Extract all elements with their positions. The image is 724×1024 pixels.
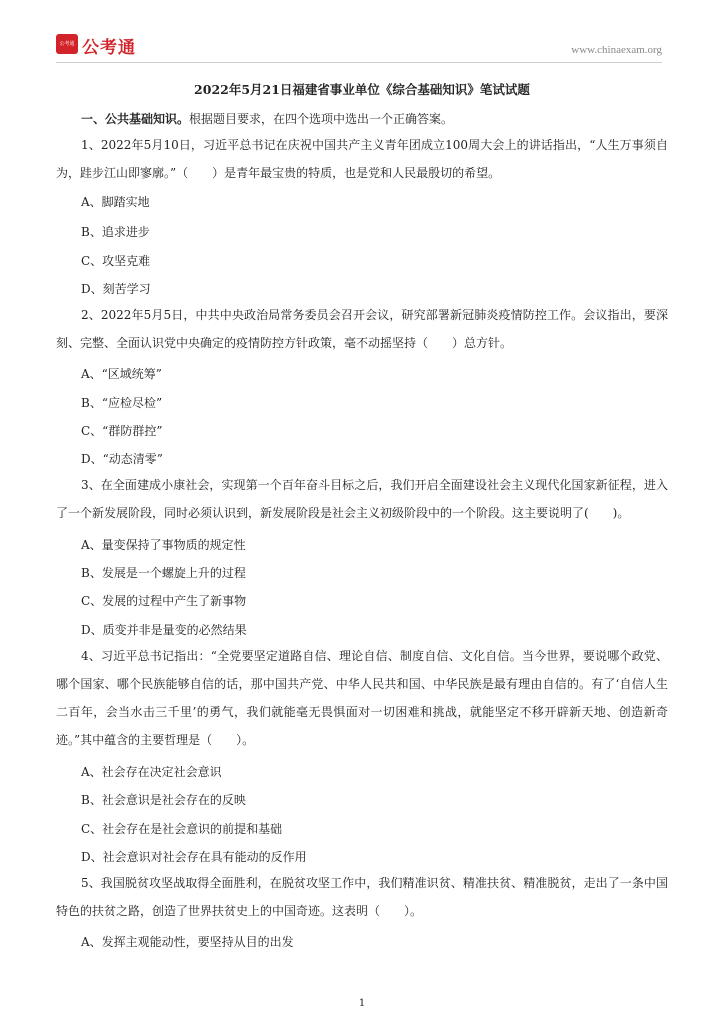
option: A、“区域统筹”: [81, 367, 162, 381]
option: A、发挥主观能动性，要坚持从目的出发: [81, 935, 294, 949]
option: C、发展的过程中产生了新事物: [81, 594, 247, 608]
site-url[interactable]: www.chinaexam.org: [571, 44, 662, 56]
section-heading: [81, 110, 453, 127]
question-stem: 2、2022年5月5日，中共中央政治局常务委员会召开会议，研究部署新冠肺炎疫情防控工作。会议指出，要深刻、完整、全面认识党中央确定的疫情防控方针政策，毫不动摇坚持（ ）总方针。: [56, 308, 668, 350]
option: D、刻苦学习: [81, 282, 151, 296]
question-stem: 3、在全面建成小康社会，实现第一个百年奋斗目标之后，我们开启全面建设社会主义现代化国家新征程，进入了一个新发展阶段，同时必须认识到，新发展阶段是社会主义初级阶段中的一个阶段。这主要说明了( )。: [56, 478, 668, 520]
page-number: 1: [358, 998, 366, 1009]
question-stem: 5、我国脱贫攻坚战取得全面胜利，在脱贫攻坚工作中，我们精准识贫、精准扶贫、精准脱贫，走出了一条中国特色的扶贫之路，创造了世界扶贫史上的中国奇迹。这表明（ ）。: [56, 876, 668, 918]
question-stem: 4、习近平总书记指出：“全党要坚定道路自信、理论自信、制度自信、文化自信。当今世界，要说哪个政党、哪个国家、哪个民族能够自信的话，那中国共产党、中华人民共和国、中华民族是最有理由自信的。有了‘自信人生二百年，会当水击三千里’的勇气，我们就能毫无畏惧面对一切困难和挑战，就能坚定不移开辟新天地、创造新奇迹。”其中蕴含的主要哲理是（ ）。: [56, 649, 668, 747]
logo-text: 公考通: [82, 38, 136, 58]
option: C、社会存在是社会意识的前提和基础: [81, 822, 283, 836]
option: D、质变并非是量变的必然结果: [81, 623, 247, 637]
option: A、量变保持了事物质的规定性: [81, 538, 246, 552]
section-instruction: 根据题目要求，在四个选项中选出一个正确答案。: [189, 112, 454, 126]
document-title: 2022年5月21日福建省事业单位《综合基础知识》笔试试题: [194, 82, 530, 97]
option: D、“动态清零”: [81, 452, 163, 466]
section-title: 一、公共基础知识。: [81, 112, 190, 126]
header-divider: [56, 62, 662, 63]
option: C、“群防群控”: [81, 424, 163, 438]
option: B、社会意识是社会存在的反映: [81, 793, 246, 807]
logo-icon: 公考通: [56, 34, 78, 54]
option: D、社会意识对社会存在具有能动的反作用: [81, 850, 307, 864]
option: C、攻坚克难: [81, 254, 151, 268]
page-header: [56, 34, 662, 60]
option: A、社会存在决定社会意识: [81, 765, 222, 779]
option: B、追求进步: [81, 225, 150, 239]
option: B、发展是一个螺旋上升的过程: [81, 566, 246, 580]
option: A、脚踏实地: [81, 195, 150, 209]
option: B、“应检尽检”: [81, 396, 163, 410]
question-stem: 1、2022年5月10日，习近平总书记在庆祝中国共产主义青年团成立100周大会上的讲话指出，“人生万事须自为，跬步江山即寥廓。”（ ）是青年最宝贵的特质，也是党和人民最殷切的希望。: [56, 138, 668, 180]
